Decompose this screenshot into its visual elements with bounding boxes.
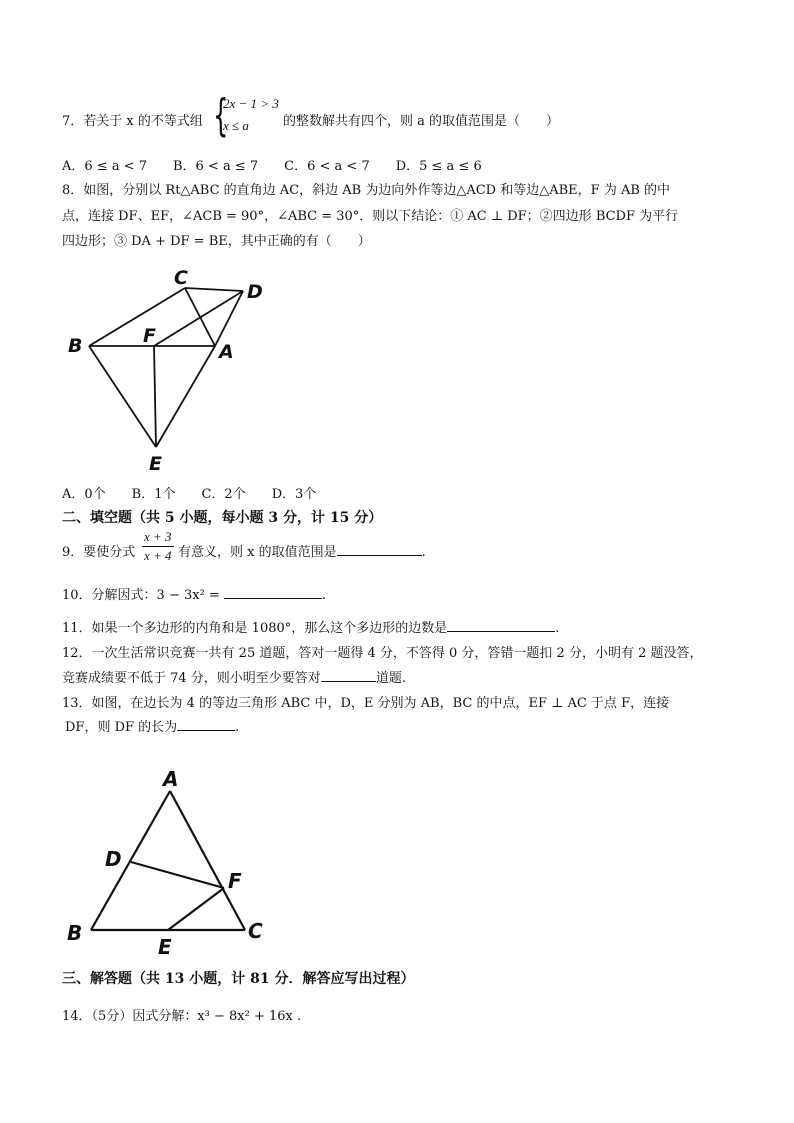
q8-edge-FE	[154, 346, 156, 447]
q7-options: A．6 ≤ a < 7 B．6 < a ≤ 7 C．6 < a < 7 D．5 ≤ a ≤ 6	[62, 159, 482, 174]
q8-label-F: F	[143, 325, 156, 347]
q12-line2-suffix: 道题.	[375, 671, 406, 686]
q8-options: A．0个 B．1个 C．2个 D．3个	[62, 487, 317, 502]
fraction-bar	[142, 546, 174, 547]
q9-answer-line	[178, 541, 426, 560]
q9-fraction	[142, 529, 174, 564]
q9-denominator: x + 4	[144, 548, 172, 563]
q13-label-D: D	[105, 847, 122, 871]
q7-inequality-2: x ≤ a	[223, 118, 249, 133]
q12-answer-blank[interactable]	[321, 681, 376, 682]
q8-edge-AE	[156, 346, 215, 447]
q8-edge-BC	[89, 288, 185, 346]
q8-label-E: E	[149, 453, 162, 475]
q12-line2-prefix: 竞赛成绩要不低于 74 分，则小明至少要答对	[62, 671, 321, 686]
q7-inequality-1: 2x − 1 > 3	[223, 96, 279, 111]
q13-edge-EF	[168, 888, 224, 930]
q12-line1: 12．一次生活常识竞赛一共有 25 道题，答对一题得 4 分，不答得 0 分，答错一题扣 2 分，小明有 2 题没答，	[62, 646, 703, 661]
q11-end: .	[555, 621, 560, 636]
q13-line2	[65, 716, 239, 735]
q10-text: 10．分解因式：3 − 3x² =	[62, 588, 220, 603]
q13-label-F: F	[228, 869, 242, 893]
q8-label-C: C	[174, 267, 188, 289]
q10-answer-blank[interactable]	[224, 598, 322, 599]
q10-end: .	[321, 588, 326, 603]
q8-line2: 点，连接 DF、EF，∠ACB = 90°，∠ABC = 30°．则以下结论：① AC ⊥ DF；②四边形 BCDF 为平行	[62, 209, 679, 224]
q9-suffix: 有意义，则 x 的取值范围是	[178, 545, 337, 560]
q8-figure	[60, 260, 290, 480]
q8-line3: 四边形；③ DA + DF = BE，其中正确的有（ ）	[62, 234, 371, 249]
q13-line2-suffix: .	[235, 720, 240, 735]
q13-figure	[62, 760, 282, 960]
section2-heading: 二、填空题（共 5 小题，每小题 3 分，计 15 分）	[62, 510, 383, 526]
q13-label-E: E	[158, 935, 172, 959]
q7-suffix: 的整数解共有四个，则 a 的取值范围是（ ）	[283, 114, 560, 129]
q8-label-D: D	[247, 281, 263, 303]
q11-line	[62, 617, 559, 636]
q9-end: .	[421, 545, 426, 560]
q8-line1: 8．如图，分别以 Rt△ABC 的直角边 AC，斜边 AB 为边向外作等边△ACD 和等边△ABE，F 为 AB 的中	[62, 183, 671, 198]
q13-label-C: C	[248, 919, 263, 943]
q9-numerator: x + 3	[144, 529, 172, 544]
q13-label-A: A	[163, 767, 179, 791]
q13-edge-AC	[170, 791, 245, 930]
q11-answer-blank[interactable]	[447, 631, 555, 632]
q8-label-A: A	[219, 341, 234, 363]
section3-heading: 三、解答题（共 13 小题，计 81 分．解答应写出过程）	[62, 971, 415, 987]
q8-edge-BE	[89, 346, 156, 447]
left-brace-icon: {	[213, 90, 229, 141]
q10-line	[62, 584, 326, 603]
q9-answer-blank[interactable]	[337, 555, 422, 556]
q13-edge-AB	[91, 791, 170, 930]
q13-line2-prefix: DF，则 DF 的长为	[65, 720, 178, 735]
q9-prefix: 9．要使分式	[62, 545, 136, 560]
q11-text: 11．如果一个多边形的内角和是 1080°，那么这个多边形的边数是	[62, 621, 448, 636]
q13-label-B: B	[67, 921, 83, 945]
q14-text: 14．（5分）因式分解：x³ − 8x² + 16x .	[62, 1009, 302, 1024]
q8-label-B: B	[68, 335, 83, 357]
q8-edge-CD	[185, 288, 243, 291]
q13-line1: 13．如图，在边长为 4 的等边三角形 ABC 中，D，E 分别为 AB，BC 的中点，EF ⊥ AC 于点 F，连接	[62, 696, 670, 711]
q7-prefix: 7．若关于 x 的不等式组	[62, 114, 203, 129]
q12-line2	[62, 667, 406, 686]
q7-inequality-system	[213, 90, 283, 144]
q13-answer-blank[interactable]	[177, 730, 235, 731]
